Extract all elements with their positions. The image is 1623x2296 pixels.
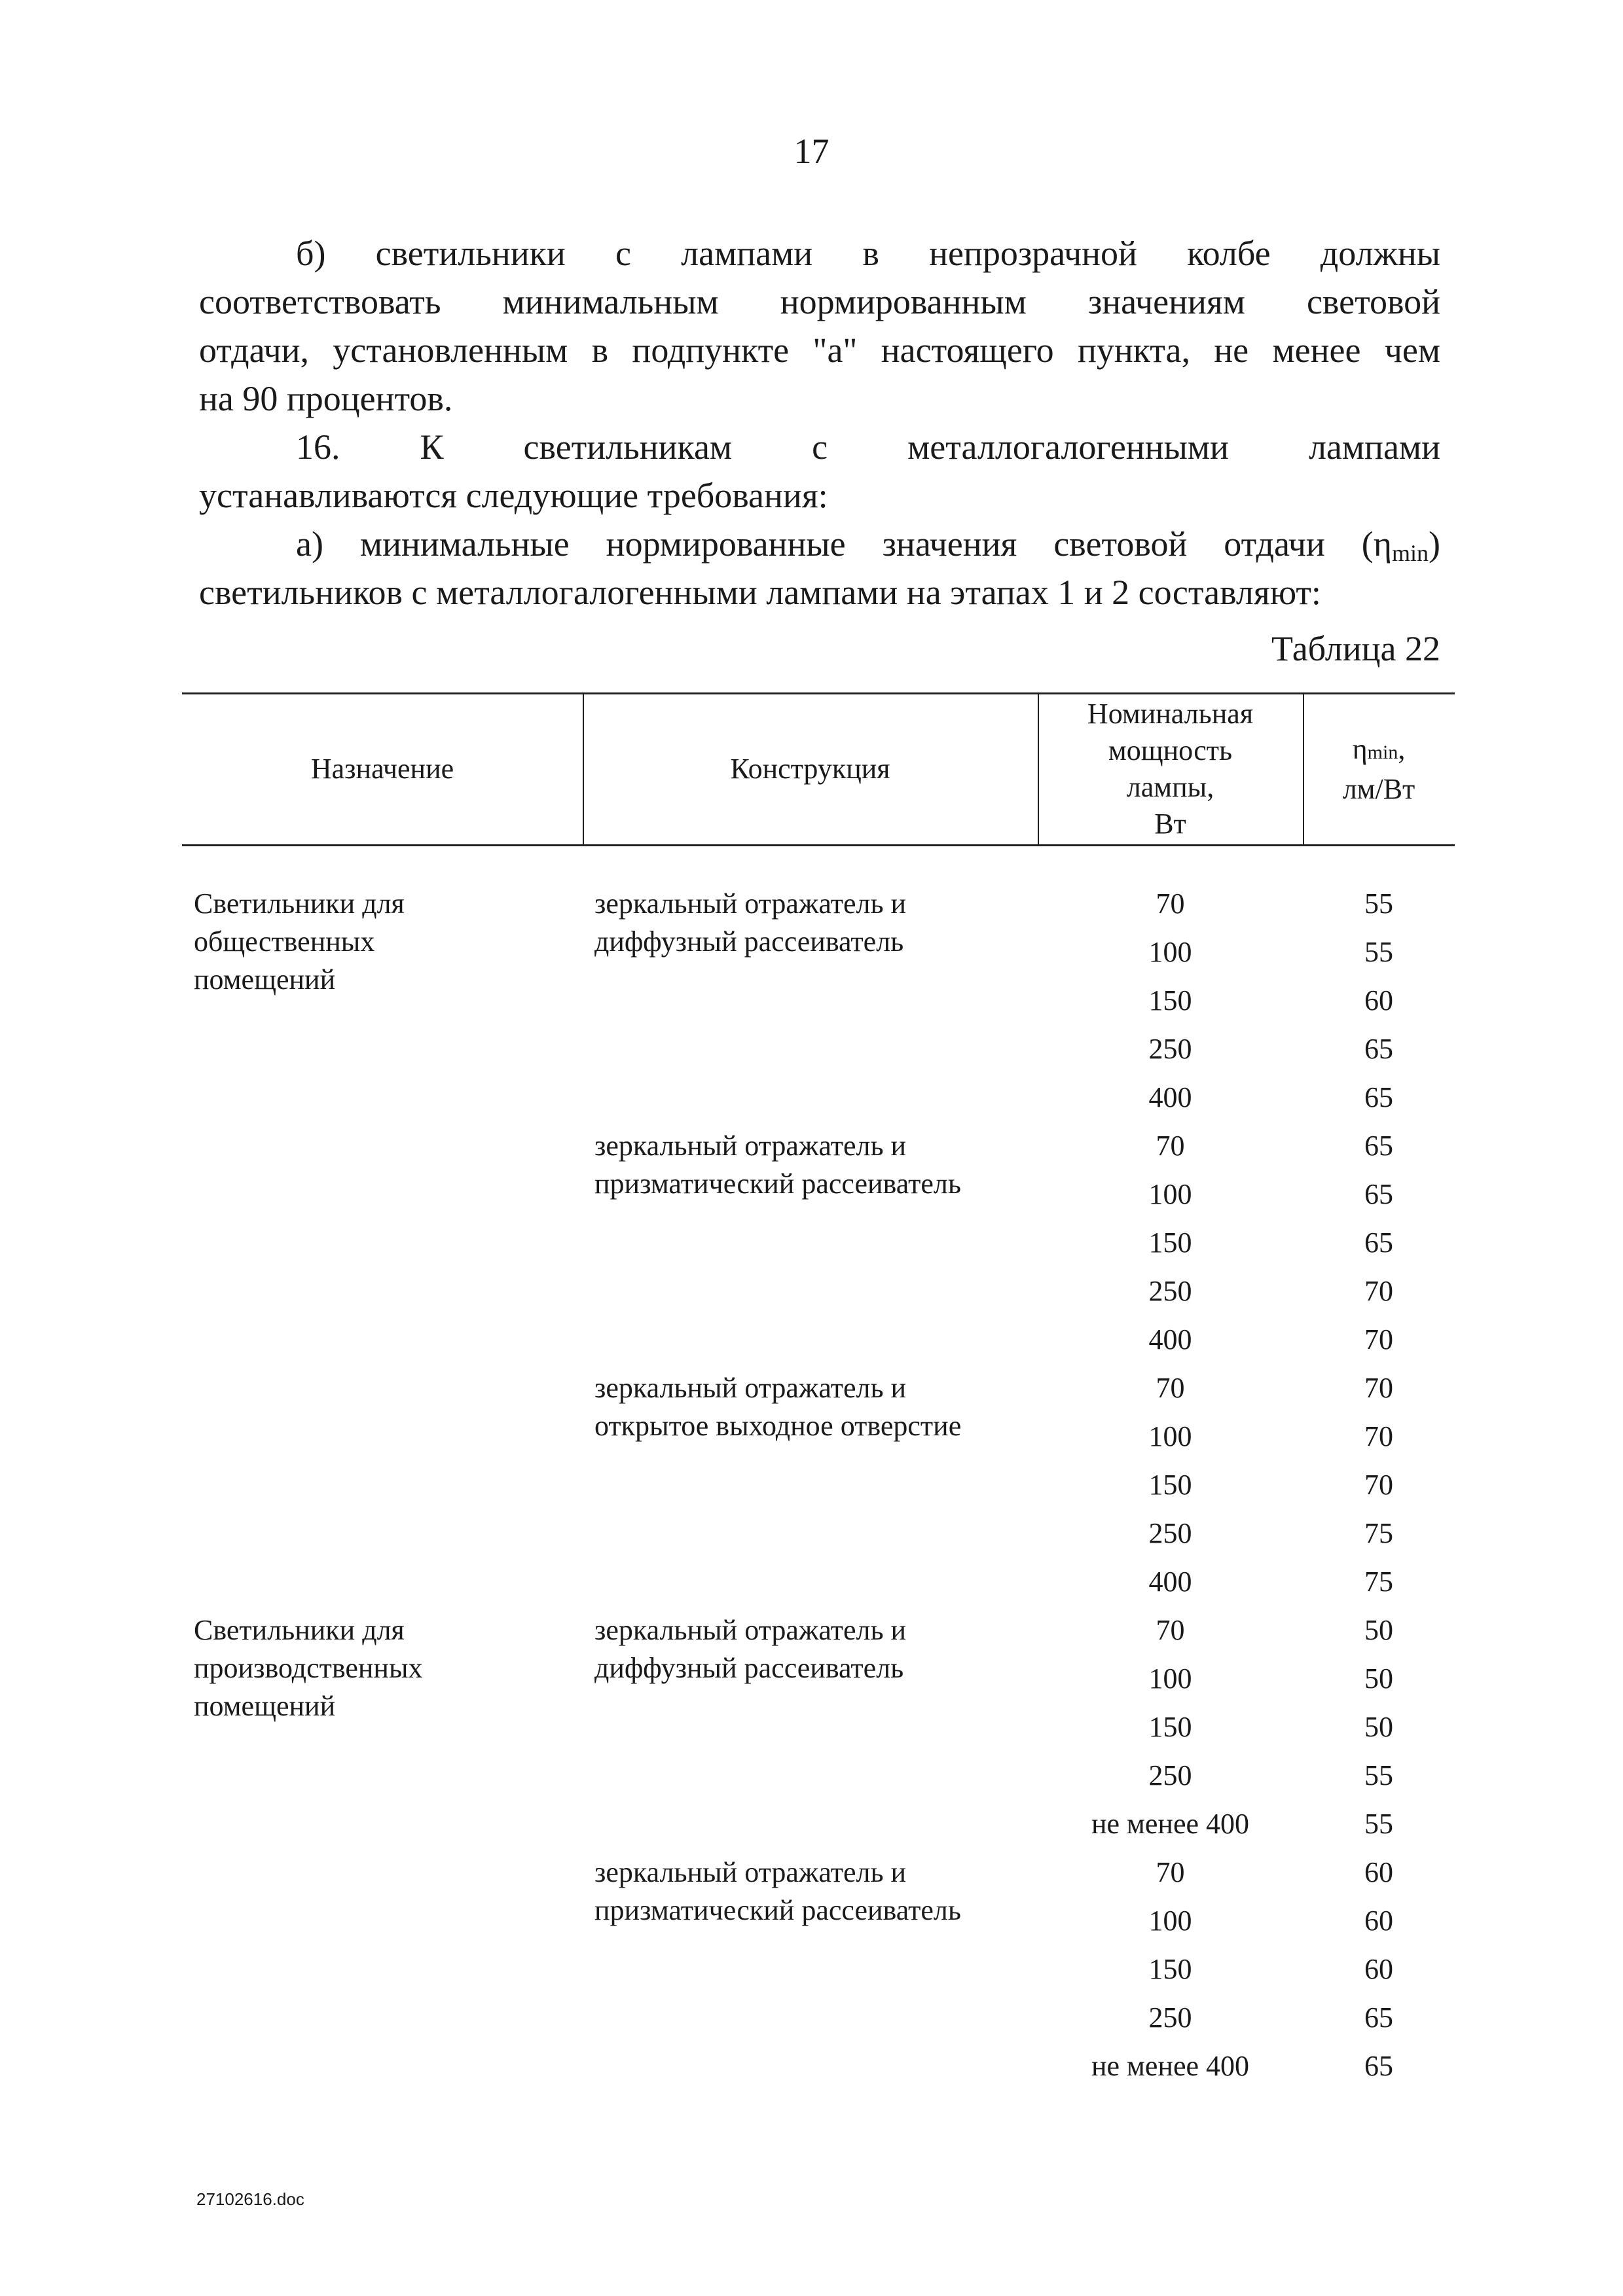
paragraph-a-subscript: min (1392, 540, 1429, 566)
power-cell: 100 (1148, 936, 1192, 968)
power-cell: 250 (1148, 1275, 1192, 1307)
header-efficacy-subscript: min (1367, 741, 1398, 763)
paragraph-b-line-3: отдачи, установленным в подпункте "а" настоящего пункта, не менее чем (199, 331, 1440, 370)
header-power-line-4: Вт (1154, 808, 1186, 840)
efficacy-cell: 70 (1364, 1469, 1393, 1501)
construction-line: диффузный рассеиватель (594, 1652, 904, 1684)
header-efficacy (1303, 694, 1455, 844)
efficacy-cell: 65 (1364, 1130, 1393, 1162)
efficacy-cell: 70 (1364, 1323, 1393, 1355)
header-efficacy-symbol: η (1352, 732, 1368, 765)
power-cell: 250 (1148, 2001, 1192, 2034)
efficacy-cell: 65 (1364, 2050, 1393, 2082)
power-cell: 100 (1148, 1905, 1192, 1937)
power-cell: не менее 400 (1091, 2050, 1250, 2082)
header-power-line-2: мощность (1108, 734, 1233, 766)
purpose-line: помещений (194, 963, 336, 996)
paragraph-a-close: ) (1429, 524, 1440, 564)
table-header-rule (182, 844, 1455, 846)
efficacy-cell: 55 (1364, 936, 1393, 968)
purpose-line: производственных (194, 1652, 423, 1684)
efficacy-cell: 75 (1364, 1566, 1393, 1598)
purpose-line: Светильники для (194, 888, 405, 920)
efficacy-cell: 50 (1364, 1711, 1393, 1743)
efficacy-cell: 60 (1364, 984, 1393, 1016)
power-cell: 250 (1148, 1759, 1192, 1791)
paragraph-b-line-1: б) светильники с лампами в непрозрачной колбе должны (296, 234, 1440, 273)
power-cell: 100 (1148, 1178, 1192, 1210)
paragraph-a-text: а) минимальные нормированные значения световой отдачи (η (296, 524, 1392, 564)
efficacy-cell: 65 (1364, 1081, 1393, 1113)
paragraph-b-line-2: соответствовать минимальным нормированным значениям световой (199, 282, 1440, 321)
power-cell: 70 (1156, 1372, 1185, 1404)
paragraph-b-line-4: на 90 процентов. (199, 379, 453, 418)
power-cell: 70 (1156, 1614, 1185, 1646)
header-efficacy-symbol-line (1353, 731, 1406, 771)
purpose-line: Светильники для (194, 1614, 405, 1646)
page-number: 17 (793, 132, 830, 171)
power-cell: 400 (1148, 1323, 1192, 1355)
power-cell: 150 (1148, 1227, 1192, 1259)
efficacy-cell: 65 (1364, 2001, 1393, 2034)
power-cell: 150 (1148, 984, 1192, 1016)
power-cell: 250 (1148, 1517, 1192, 1549)
header-power-line-1: Номинальная (1087, 698, 1254, 730)
construction-line: зеркальный отражатель и (594, 1130, 907, 1162)
power-cell: 250 (1148, 1033, 1192, 1065)
power-cell: не менее 400 (1091, 1808, 1250, 1840)
power-cell: 70 (1156, 888, 1185, 920)
construction-line: призматический рассеиватель (594, 1168, 961, 1200)
purpose-line: общественных (194, 925, 375, 958)
header-power (1038, 694, 1303, 844)
efficacy-cell: 50 (1364, 1662, 1393, 1695)
efficacy-cell: 70 (1364, 1275, 1393, 1307)
power-cell: 70 (1156, 1856, 1185, 1888)
power-cell: 70 (1156, 1130, 1185, 1162)
efficacy-cell: 65 (1364, 1178, 1393, 1210)
power-cell: 150 (1148, 1469, 1192, 1501)
power-cell: 400 (1148, 1566, 1192, 1598)
construction-line: зеркальный отражатель и (594, 1856, 907, 1888)
header-construction: Конструкция (730, 753, 890, 785)
power-cell: 400 (1148, 1081, 1192, 1113)
header-efficacy-comma: , (1398, 732, 1406, 765)
power-cell: 100 (1148, 1662, 1192, 1695)
purpose-line: помещений (194, 1690, 336, 1722)
construction-line: диффузный рассеиватель (594, 925, 904, 958)
efficacy-cell: 50 (1364, 1614, 1393, 1646)
construction-line: зеркальный отражатель и (594, 1372, 907, 1404)
efficacy-cell: 55 (1364, 888, 1393, 920)
header-purpose: Назначение (310, 753, 454, 785)
footer-filename: 27102616.doc (196, 2189, 304, 2209)
efficacy-cell: 55 (1364, 1808, 1393, 1840)
efficacy-cell: 60 (1364, 1953, 1393, 1985)
efficacy-cell: 60 (1364, 1856, 1393, 1888)
efficacy-cell: 70 (1364, 1372, 1393, 1404)
efficacy-cell: 55 (1364, 1759, 1393, 1791)
header-power-line-3: лампы, (1126, 771, 1214, 803)
paragraph-16-line-1: 16. К светильникам с металлогалогенными лампами (296, 427, 1440, 467)
construction-line: призматический рассеиватель (594, 1894, 961, 1926)
power-cell: 150 (1148, 1953, 1192, 1985)
construction-line: зеркальный отражатель и (594, 888, 907, 920)
paragraph-16-line-2: устанавливаются следующие требования: (199, 476, 828, 515)
table-caption: Таблица 22 (1271, 629, 1440, 668)
efficacy-cell: 65 (1364, 1227, 1393, 1259)
efficacy-cell: 75 (1364, 1517, 1393, 1549)
construction-line: зеркальный отражатель и (594, 1614, 907, 1646)
efficacy-cell: 70 (1364, 1420, 1393, 1452)
power-cell: 150 (1148, 1711, 1192, 1743)
efficacy-cell: 60 (1364, 1905, 1393, 1937)
header-efficacy-unit: лм/Вт (1342, 772, 1415, 805)
paragraph-a-line-2: светильников с металлогалогенными лампами на этапах 1 и 2 составляют: (199, 573, 1321, 612)
construction-line: открытое выходное отверстие (594, 1410, 962, 1442)
efficacy-cell: 65 (1364, 1033, 1393, 1065)
power-cell: 100 (1148, 1420, 1192, 1452)
